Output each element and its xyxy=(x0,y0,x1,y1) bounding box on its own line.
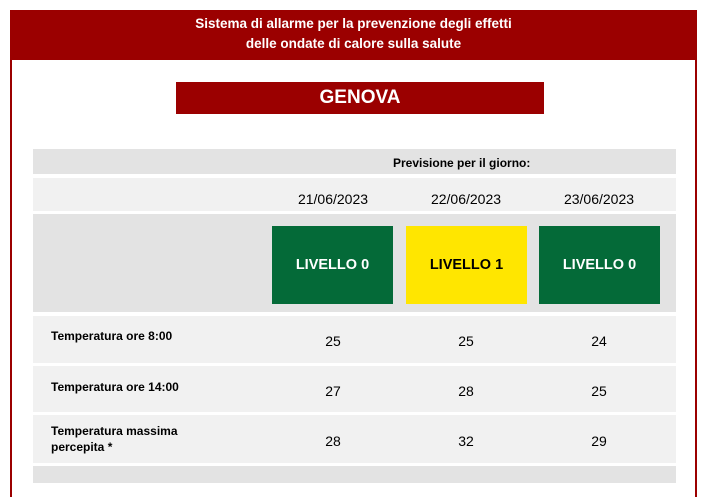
max-day-1: 28 xyxy=(325,433,341,449)
forecast-label: Previsione per il giorno: xyxy=(393,156,531,170)
header-title-line2: delle ondate di calore sulla salute xyxy=(245,36,462,51)
level-badge-day-3: LIVELLO 0 xyxy=(539,226,660,304)
table-row xyxy=(33,415,676,463)
max-day-3: 29 xyxy=(591,433,607,449)
date-day-3: 23/06/2023 xyxy=(563,191,635,207)
table-row xyxy=(33,366,676,412)
row-label-max-perceived-line2: percepita * xyxy=(51,440,113,454)
levels-row xyxy=(33,214,676,312)
level-badge-day-2: LIVELLO 1 xyxy=(406,226,527,304)
temp-14-day-3: 25 xyxy=(591,383,607,399)
temp-8-day-2: 25 xyxy=(458,333,474,349)
date-day-2: 22/06/2023 xyxy=(430,191,502,207)
level-badge-day-1: LIVELLO 0 xyxy=(272,226,393,304)
temp-8-day-3: 24 xyxy=(591,333,607,349)
row-label-max-perceived xyxy=(51,423,178,455)
page-header xyxy=(10,10,697,60)
dates-row xyxy=(33,178,676,211)
table-footer-row xyxy=(33,466,676,483)
city-title: GENOVA xyxy=(176,82,544,114)
date-day-1: 21/06/2023 xyxy=(297,191,369,207)
temp-14-day-2: 28 xyxy=(458,383,474,399)
temp-8-day-1: 25 xyxy=(325,333,341,349)
row-label-max-perceived-line1: Temperatura massima xyxy=(51,424,178,438)
forecast-header-row xyxy=(33,149,676,174)
table-row xyxy=(33,316,676,363)
row-label-temp-8: Temperatura ore 8:00 xyxy=(51,329,173,343)
row-label-temp-14: Temperatura ore 14:00 xyxy=(51,380,179,394)
temp-14-day-1: 27 xyxy=(325,383,341,399)
max-day-2: 32 xyxy=(458,433,474,449)
header-title-line1: Sistema di allarme per la prevenzione degli effetti xyxy=(195,16,512,31)
